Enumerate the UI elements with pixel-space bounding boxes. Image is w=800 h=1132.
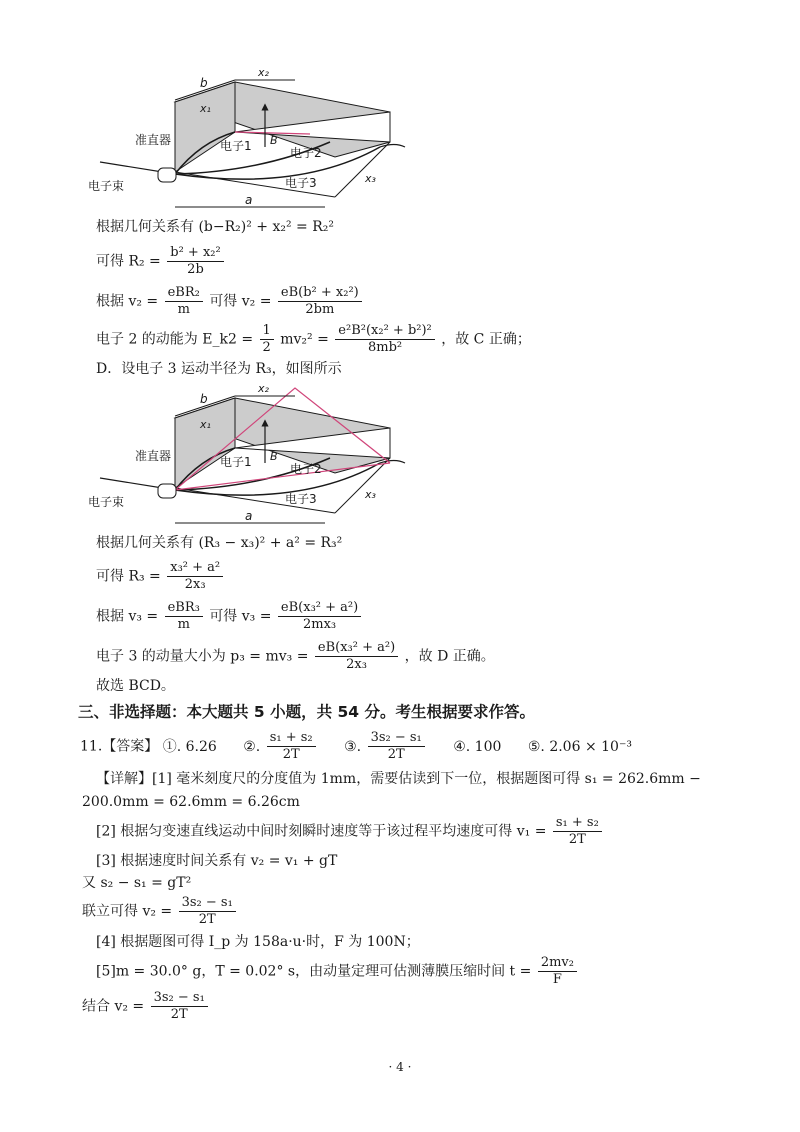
detail-line-3: [2] 根据匀变速直线运动中间时刻瞬时速度等于该过程平均速度可得 v₁ = $\frac{\text{s₁ + s₂}}{2T}$ <box>96 815 604 848</box>
svg-text:准直器: 准直器 <box>135 449 172 463</box>
magnetic-field-figure-2 <box>80 378 410 528</box>
svg-text:x₁: x₁ <box>200 418 211 431</box>
label-x1: x₁ <box>200 102 211 115</box>
line-momentum: 电子 3 的动量大小为 p₃ = mv₃ = $\frac{\text{eB(x₃² + a²)}}{\text{2x₃}}$ ，故 D 正确。 <box>96 640 495 672</box>
answer-prefix: 11.【答案】 <box>80 738 159 755</box>
line-kinetic-energy: 电子 2 的动能为 E_k2 = $\frac{1}{2}$ mv₂² = $\frac{\text{e²B²(x₂² + b²)²}}{\text{8mb²}}$ ，故 C 正确； <box>96 323 531 355</box>
svg-text:电子2: 电子2 <box>290 462 322 476</box>
label-electron-3: 电子3 <box>285 176 317 190</box>
figure-2-diagram <box>80 378 410 528</box>
answer-2: ②. $\frac{\text{s₁ + s₂}}{2T}$ <box>243 739 322 755</box>
answer-5: ⑤. 2.06 × 10⁻³ <box>527 738 632 755</box>
detail-line-2: 200.0mm = 62.6mm = 6.26cm <box>82 794 300 810</box>
shaded-side-face <box>175 82 235 172</box>
detail-line-4: [3] 根据速度时间关系有 v₂ = v₁ + gT <box>96 853 338 869</box>
svg-text:电子束: 电子束 <box>88 495 125 509</box>
label-B: B <box>270 134 278 147</box>
label-x2: x₂ <box>258 66 269 79</box>
answer-4: ④. 100 <box>453 738 502 755</box>
label-a: a <box>245 193 253 207</box>
svg-text:b: b <box>200 392 208 406</box>
collimator-tube <box>158 168 176 182</box>
detail-line-6: 联立可得 v₂ = $\frac{\text{3s₂ − s₁}}{2T}$ <box>82 895 238 928</box>
answer-3: ③. $\frac{\text{3s₂ − s₁}}{2T}$ <box>344 739 431 755</box>
label-collimator: 准直器 <box>135 133 172 147</box>
figure-1-diagram <box>80 62 410 212</box>
svg-text:电子1: 电子1 <box>220 455 252 469</box>
label-electron-1: 电子1 <box>220 139 252 153</box>
svg-text:a: a <box>245 509 253 523</box>
svg-text:B: B <box>270 450 278 463</box>
magnetic-field-figure-1 <box>80 62 410 212</box>
svg-text:x₂: x₂ <box>258 382 269 395</box>
label-electron-2: 电子2 <box>290 146 322 160</box>
answer-row <box>80 730 654 763</box>
line-v3: 根据 v₃ = $\frac{\text{eBR₃}}{m}$ 可得 v₃ = $\frac{\text{eB(x₃² + a²)}}{\text{2mx₃}}$ <box>96 600 363 633</box>
svg-text:x₃: x₃ <box>365 488 376 501</box>
line-d-intro: D．设电子 3 运动半径为 R₃，如图所示 <box>96 361 342 377</box>
line-geometry-r2: 根据几何关系有 (b−R₂)² + x₂² = R₂² <box>96 219 334 235</box>
detail-line-5: 又 s₂ − s₁ = gT² <box>82 875 192 891</box>
line-v2: 根据 v₂ = $\frac{\text{eBR₂}}{m}$ 可得 v₂ = $\frac{\text{eB(b² + x₂²)}}{2bm}$ <box>96 285 364 318</box>
page-number: · 4 · <box>388 1060 412 1074</box>
line-r2-result: 可得 R₂ = $\frac{\text{b² + x₂²}}{2b}$ <box>96 245 226 278</box>
label-b: b <box>200 76 208 90</box>
detail-line-1: 【详解】[1] 毫米刻度尺的分度值为 1mm，需要估读到下一位，根据题图可得 s₁ = 262.6mm − <box>96 771 701 787</box>
detail-line-7: [4] 根据题图可得 I_p 为 158a·u·时，F 为 100N； <box>96 934 420 950</box>
line-r3-result: 可得 R₃ = $\frac{\text{x₃² + a²}}{\text{2x₃}}$ <box>96 560 225 593</box>
answer-1: ①. 6.26 <box>162 738 217 755</box>
section-title: 三、非选择题：本大题共 5 小题，共 54 分。考生根据要求作答。 <box>78 703 535 721</box>
svg-text:电子3: 电子3 <box>285 492 317 506</box>
line-choice: 故选 BCD。 <box>96 678 175 694</box>
detail-line-9: 结合 v₂ = $\frac{\text{3s₂ − s₁}}{2T}$ <box>82 990 210 1023</box>
detail-line-8: [5]m = 30.0° g，T = 0.02° s，由动量定理可估测薄膜压缩时间 t = $\frac{\text{2mv₂}}{F}$ <box>96 955 579 988</box>
line-geometry-r3: 根据几何关系有 (R₃ − x₃)² + a² = R₃² <box>96 535 343 551</box>
label-beam: 电子束 <box>88 179 125 193</box>
label-x3: x₃ <box>365 172 376 185</box>
